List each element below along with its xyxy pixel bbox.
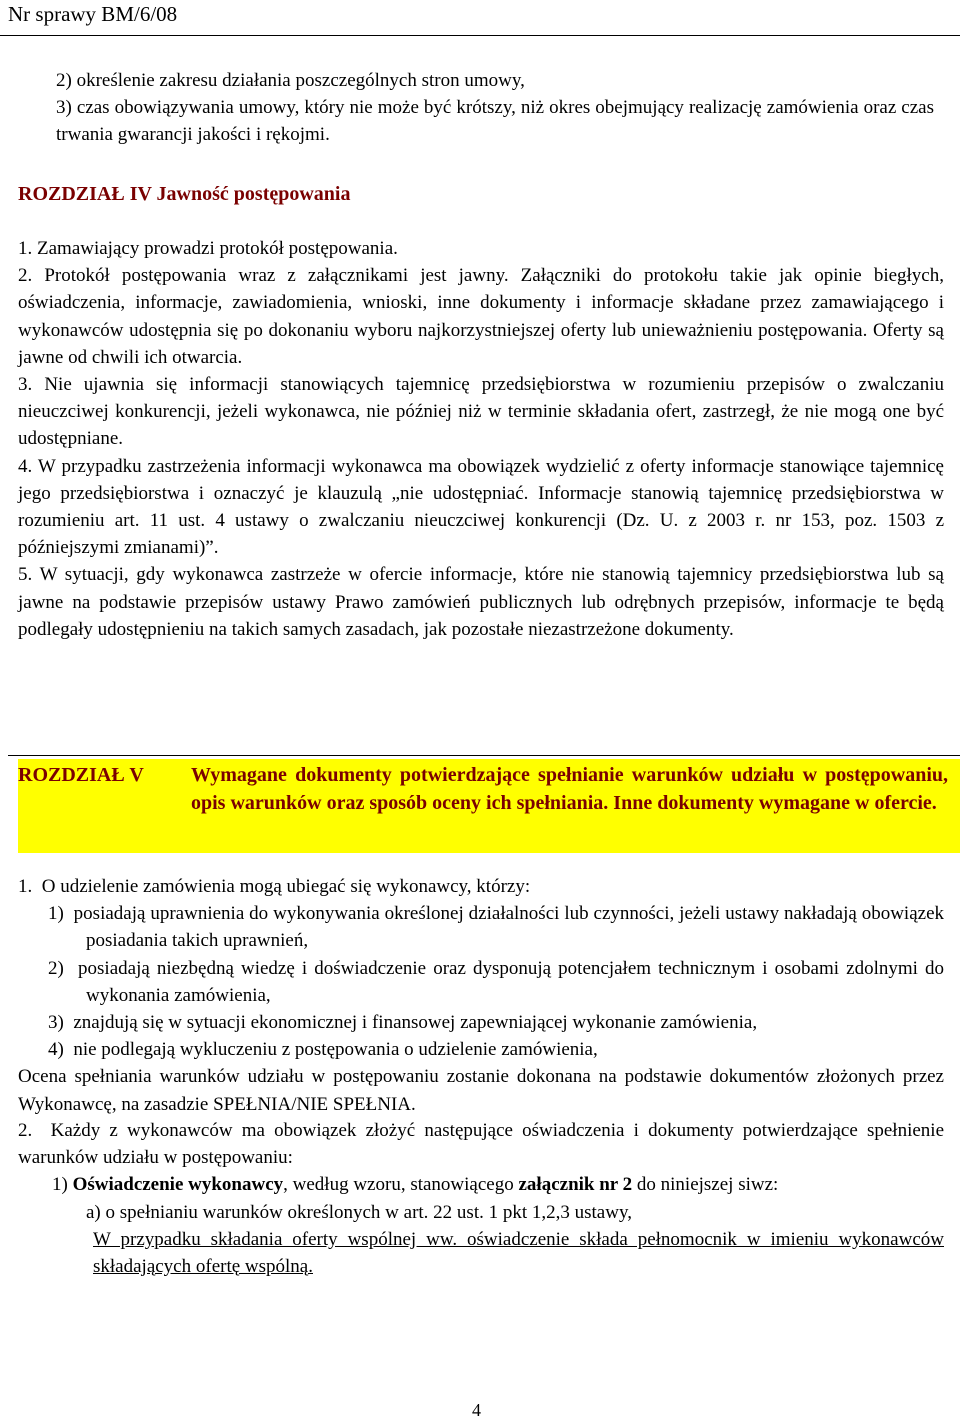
chapter-4-list [18,235,944,643]
assessment-text: Ocena spełniania warunków udziału w postępowaniu zostanie dokonana na podstawie dokumentów złożonych przez Wykonawcę, na zasadzie SPEŁNIA/NIE SPEŁNIA. [18,1066,944,1115]
chapter-5-heading-block [8,755,960,854]
list-item-2: 2) określenie zakresu działania poszczególnych stron umowy, [56,70,525,91]
item-number: 3) [48,1012,64,1034]
list-item [18,371,944,453]
list-item [18,955,944,1009]
section-intro: Każdy z wykonawców ma obowiązek złożyć następujące oświadczenia i dokumenty potwierdzające spełnienie warunków udziału w postępowaniu: [18,1120,944,1169]
list-item [18,262,944,371]
list-item [18,561,944,643]
item-number: 4. [18,455,33,477]
top-list [18,67,944,149]
chapter-4-heading: ROZDZIAŁ IV Jawność postępowania [18,183,351,205]
section-2-intro-line [18,1117,944,1171]
list-item [18,453,944,562]
bold-term: Oświadczenie wykonawcy [72,1174,284,1196]
item-number: 2) [48,957,64,979]
item-text: posiadają niezbędną wiedzę i doświadczenie oraz dysponują potencjałem technicznym i osobami zdolnymi do wykonania zamówienia, [78,957,945,1006]
chapter-5-divider [8,755,960,756]
item-text: W przypadku zastrzeżenia informacji wykonawca ma obowiązek wydzielić z oferty informacje stanowiące tajemnicę jego przedsiębiorstwa i oznaczyć je klauzulą „nie udostępniać. Informacje stanowią tajemnicę przedsiębiorstwa w rozumieniu art. 11 ust. 4 ustawy o zwalczaniu nieuczciwej konkurencji (Dz. U. z 2003 r. nr 153, poz. 1503 z późniejszymi zmianami)”. [18,455,944,559]
item-number: 4) [48,1039,64,1061]
section-intro: O udzielenie zamówienia mogą ubiegać się wykonawcy, którzy: [41,876,531,897]
item-text: W sytuacji, gdy wykonawca zastrzeże w ofercie informacje, które nie stanowią tajemnicy przedsiębiorstwa lub są jawne na podstawie przepisów ustawy Prawo zamówień publicznych lub odrębnych przepisów, informacje te będą podlegały udostępnieniu na takich samych zasadach, jak pozostałe niezastrzeżone dokumenty. [18,564,944,640]
section-2 [18,1117,944,1280]
case-number-header: Nr sprawy BM/6/08 [8,2,178,26]
item-text: znajdują się w sytuacji ekonomicznej i finansowej zapewniającej wykonanie zamówienia, [73,1012,758,1034]
item-number: 1) [48,903,64,925]
item-text: posiadają uprawnienia do wykonywania określonej działalności lub czynności, jeżeli ustawy nakładają obowiązek posiadania takich uprawnień, [73,903,944,952]
item-number: 1) [52,1174,68,1196]
item-text: do niniejszej siwz: [632,1174,779,1196]
header-divider [0,35,960,36]
item-number: 3. [18,374,33,396]
item-text: nie podlegają wykluczeniu z postępowania o udzielenie zamówienia, [73,1039,598,1061]
item-text: , według wzoru, stanowiącego [283,1174,519,1196]
list-item-3: 3) czas obowiązywania umowy, który nie może być krótszy, niż okres obejmujący realizację zamówienia oraz czas trwania gwarancji jakości i rękojmi. [56,97,934,146]
chapter-5-highlight [18,759,960,853]
section-1 [18,873,944,1118]
sub-item-a: a) o spełnianiu warunków określonych w art. 22 ust. 1 pkt 1,2,3 ustawy, [86,1201,632,1223]
chapter-4-heading-block [18,181,944,208]
joint-offer-note: W przypadku składania oferty wspólnej ww. oświadczenie składa pełnomocnik w imieniu wykonawców składających ofertę wspólną. [93,1228,944,1278]
page-number: 4 [472,1400,481,1420]
item-text: Protokół postępowania wraz z załącznikami jest jawny. Załączniki do protokołu takie jak opinie biegłych, oświadczenia, informacje, zawiadomienia, wnioski, inne dokumenty i informacje składane przez zamawiającego i wykonawców udostępnia się po dokonaniu wyboru najkorzystniejszej oferty lub unieważnieniu postępowania. Oferty są jawne od chwili ich otwarcia. [18,265,944,368]
item-number: 2. [18,265,33,287]
list-item [18,1036,944,1063]
chapter-5-title: Wymagane dokumenty potwierdzające spełnianie warunków udziału w postępowaniu, opis warunków oraz sposób oceny ich spełniania. Inne dokumenty wymagane w ofercie. [191,764,948,814]
item-number: 1. [18,238,33,259]
item-number: 5. [18,564,33,586]
item-text: Zamawiający prowadzi protokół postępowania. [37,238,398,259]
list-item [18,1171,944,1198]
list-item [18,1009,944,1036]
list-item [18,235,944,262]
section-number: 1. [18,876,33,897]
item-text: Nie ujawnia się informacji stanowiących tajemnicę przedsiębiorstwa w rozumieniu przepisów o zwalczaniu nieuczciwej konkurencji, jeżeli wykonawca, nie później niż w terminie składania ofert, zastrzegł, że nie mogą one być udostępniane. [18,374,945,450]
section-1-intro-line [18,873,944,900]
list-item [18,900,944,954]
section-number: 2. [18,1120,33,1141]
bold-term: załącznik nr 2 [518,1174,633,1196]
chapter-5-label: ROZDZIAŁ V [18,764,144,786]
